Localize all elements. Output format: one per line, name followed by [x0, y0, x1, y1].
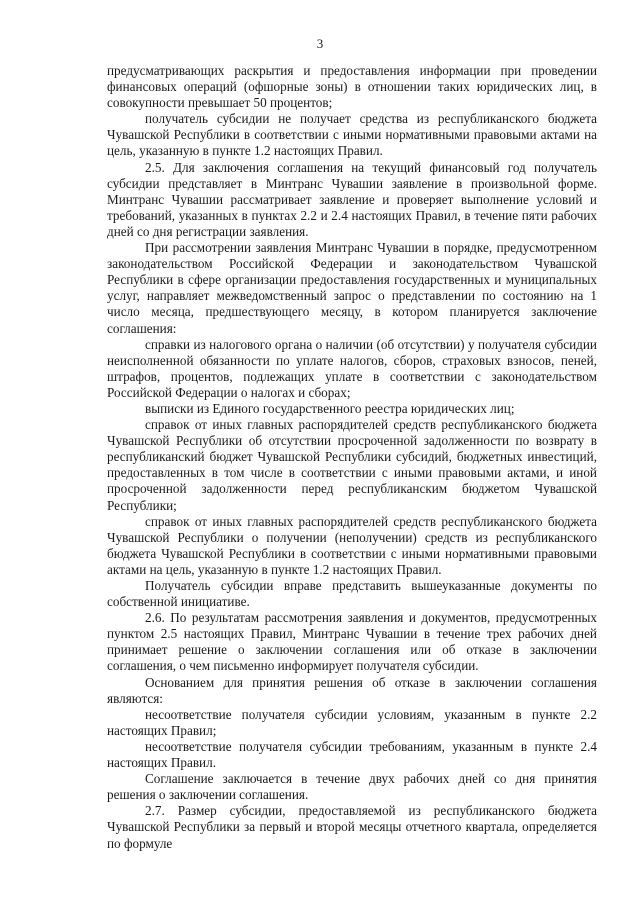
paragraph-2-7: 2.7. Размер субсидии, предоставляемой из республиканского бюджета Чувашской Республики за первый и второй месяцы отчетного квартала, определяется по формуле	[107, 803, 597, 851]
paragraph-2-5: 2.5. Для заключения соглашения на текущий финансовый год получатель субсидии представляет в Минтранс Чувашии заявление в произвольной форме. Минтранс Чувашии рассматривает заявление и проверяет выполнение условий и требований, указанных в пунктах 2.2 и 2.4 настоящих Правил, в течение пяти рабочих дней со дня регистрации заявления.	[107, 159, 597, 239]
paragraph-interagency-request: При рассмотрении заявления Минтранс Чувашии в порядке, предусмотренном законодательством Российской Федерации и законодательством Чувашской Республики в сфере организации предоставления государственных и муниципальных услуг, направляет межведомственный запрос о представлении по состоянию на 1 число месяца, предшествующего месяцу, в котором планируется заключение соглашения:	[107, 240, 597, 336]
paragraph-debt-certificates: справок от иных главных распорядителей средств республиканского бюджета Чувашской Республики об отсутствии просроченной задолженности по возврату в республиканский бюджет Чувашской Республики субсидий, бюджетных инвестиций, предоставленных в том числе в соответствии с иными правовыми актами, и иной просроченной задолженности перед республиканским бюджетом Чувашской Республики;	[107, 417, 597, 513]
paragraph-2-6: 2.6. По результатам рассмотрения заявления и документов, предусмотренных пунктом 2.5 настоящих Правил, Минтранс Чувашии в течение трех рабочих дней принимает решение о заключении соглашения или об отказе в заключении соглашения, о чем письменно информирует получателя субсидии.	[107, 610, 597, 674]
paragraph-funds-certificates: справок от иных главных распорядителей средств республиканского бюджета Чувашской Республики о получении (неполучении) средств из республиканского бюджета Чувашской Республики в соответствии с иными нормативными правовыми актами на цель, указанную в пункте 1.2 настоящих Правил.	[107, 513, 597, 577]
paragraph-offshore-continuation: предусматривающих раскрытия и предоставления информации при проведении финансовых операций (офшорные зоны) в отношении таких юридических лиц, в совокупности превышает 50 процентов;	[107, 63, 597, 111]
paragraph-refusal-grounds: Основанием для принятия решения об отказе в заключении соглашения являются:	[107, 674, 597, 706]
paragraph-own-initiative: Получатель субсидии вправе представить вышеуказанные документы по собственной инициативе.	[107, 578, 597, 610]
paragraph-tax-certificate: справки из налогового органа о наличии (об отсутствии) у получателя субсидии неисполненной обязанности по уплате налогов, сборов, страховых взносов, пеней, штрафов, процентов, подлежащих уплате в соответствии с законодательством Российской Федерации о налогах и сборах;	[107, 336, 597, 400]
document-body	[107, 63, 597, 852]
paragraph-no-other-funds: получатель субсидии не получает средства из республиканского бюджета Чувашской Республики в соответствии с иными нормативными правовыми актами на цель, указанную в пункте 1.2 настоящих Правил.	[107, 111, 597, 159]
paragraph-ground-conditions: несоответствие получателя субсидии условиям, указанным в пункте 2.2 настоящих Правил;	[107, 706, 597, 738]
page-number: 3	[316, 36, 324, 51]
paragraph-ground-requirements: несоответствие получателя субсидии требованиям, указанным в пункте 2.4 настоящих Правил.	[107, 738, 597, 771]
paragraph-agreement-term: Соглашение заключается в течение двух рабочих дней со дня принятия решения о заключении соглашения.	[107, 771, 597, 803]
paragraph-registry-extract: выписки из Единого государственного реестра юридических лиц;	[145, 400, 515, 416]
